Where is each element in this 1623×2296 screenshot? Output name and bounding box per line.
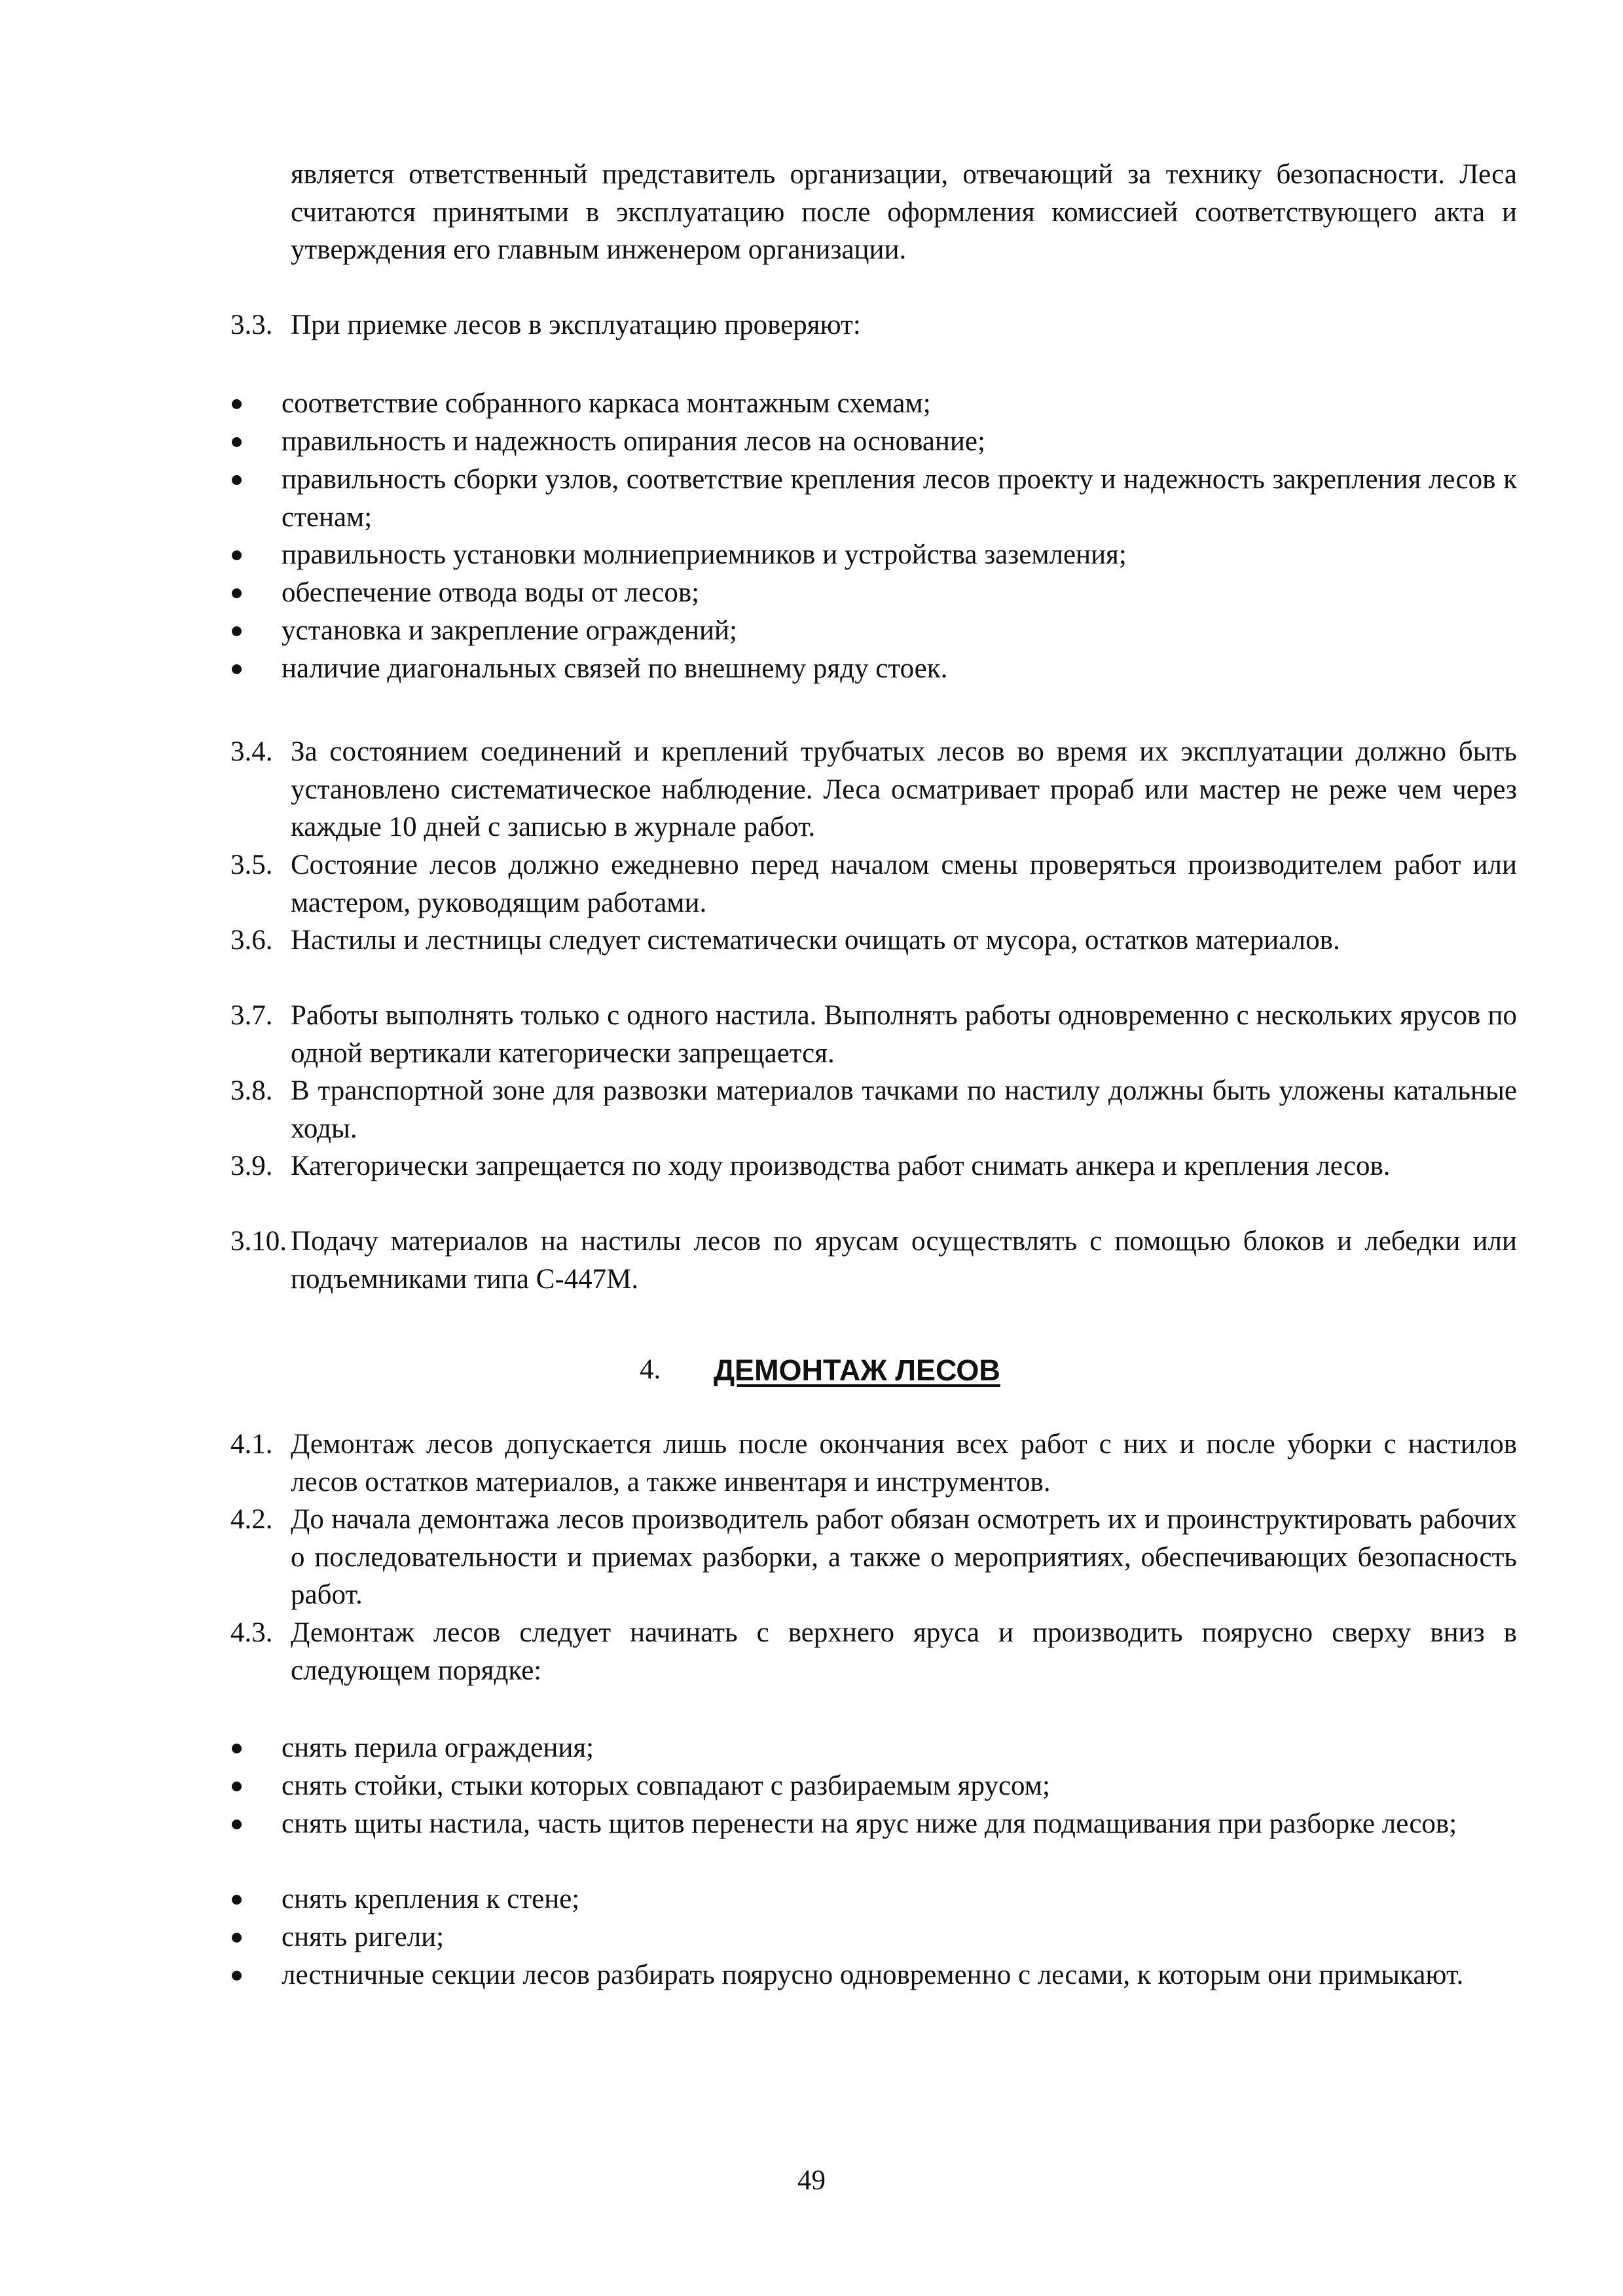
- clause-4-3: [230, 1614, 1517, 1689]
- clause-number: 3.7.: [230, 1000, 273, 1031]
- bullet-item: снять ригели;: [230, 1918, 1517, 1956]
- clause-3-6: [230, 922, 1517, 960]
- clause-number: 4.1.: [230, 1429, 273, 1460]
- section-title: ДЕМОНТАЖ ЛЕСОВ: [714, 1354, 1000, 1387]
- bullet-icon: [232, 588, 242, 598]
- clause-number: 3.4.: [230, 736, 273, 767]
- bullet-item: снять перила ограждения;: [230, 1729, 1517, 1767]
- bullet-icon: [232, 399, 242, 409]
- bullet-item: обеспечение отвода воды от лесов;: [230, 574, 1517, 612]
- bullet-icon: [232, 626, 242, 636]
- bullet-item: снять крепления к стене;: [230, 1880, 1517, 1918]
- clause-text: В транспортной зоне для развозки материалов тачками по настилу должны быть уложены катальные ходы.: [291, 1075, 1517, 1144]
- bullet-icon: [232, 1820, 242, 1829]
- clause-3-8: [230, 1072, 1517, 1147]
- bullet-icon: [232, 1971, 242, 1981]
- bullet-item: правильность сборки узлов, соответствие крепления лесов проекту и надежность закрепления лесов к стенам;: [230, 461, 1517, 536]
- bullet-item: соответствие собранного каркаса монтажным схемам;: [230, 385, 1517, 423]
- clause-text: Настилы и лестницы следует систематически очищать от мусора, остатков материалов.: [291, 925, 1340, 956]
- bullet-item: правильность установки молниеприемников и устройства заземления;: [230, 536, 1517, 574]
- clause-number: 3.3.: [230, 310, 273, 340]
- bullet-icon: [232, 664, 242, 674]
- clause-text: Подачу материалов на настилы лесов по ярусам осуществлять с помощью блоков и лебедки или подъемниками типа С-447М.: [291, 1226, 1517, 1295]
- clause-number: 3.8.: [230, 1075, 273, 1106]
- clause-3-5: [230, 846, 1517, 922]
- bullet-icon: [232, 437, 242, 447]
- bullet-icon: [232, 1933, 242, 1943]
- clause-3-4: [230, 733, 1517, 846]
- clause-text: Категорически запрещается по ходу производства работ снимать анкера и крепления лесов.: [291, 1151, 1391, 1181]
- clause-text: За состоянием соединений и креплений трубчатых лесов во время их эксплуатации должно быть установлено систематическое наблюдение. Леса осматривает прораб или мастер не реже чем через каждые 10 дней с записью в журнале работ.: [291, 736, 1517, 843]
- section-number: 4.: [640, 1354, 661, 1385]
- clause-text: Работы выполнять только с одного настила. Выполнять работы одновременно с нескольких ярусов по одной вертикали категорически запрещается.: [291, 1000, 1517, 1069]
- section-heading: [0, 1354, 1623, 1393]
- clause-text: До начала демонтажа лесов производитель работ обязан осмотреть их и проинструктировать рабочих о последовательности и приемах разборки, а также о мероприятиях, обеспечивающих безопасность работ.: [291, 1504, 1517, 1611]
- clause-3-3: [230, 306, 1517, 344]
- clause-number: 3.10.: [230, 1226, 287, 1257]
- clause-number: 4.3.: [230, 1617, 273, 1648]
- clause-4-2: [230, 1501, 1517, 1614]
- clause-number: 3.6.: [230, 925, 273, 956]
- bullet-icon: [232, 1782, 242, 1791]
- bullet-item: правильность и надежность опирания лесов на основание;: [230, 423, 1517, 461]
- clause-3-9: [230, 1147, 1517, 1185]
- clause-number: 4.2.: [230, 1504, 273, 1535]
- bullet-item: лестничные секции лесов разбирать поярусно одновременно с лесами, к которым они примыкают.: [230, 1956, 1517, 1994]
- bullet-item: снять стойки, стыки которых совпадают с разбираемым ярусом;: [230, 1767, 1517, 1805]
- bullet-item: наличие диагональных связей по внешнему ряду стоек.: [230, 650, 1517, 688]
- clause-text: Демонтаж лесов допускается лишь после окончания всех работ с них и после уборки с настилов лесов остатков материалов, а также инвентаря и инструментов.: [291, 1429, 1517, 1498]
- clause-text: При приемке лесов в эксплуатацию проверяют:: [291, 310, 861, 340]
- bullet-icon: [232, 1744, 242, 1753]
- bullet-item: установка и закрепление ограждений;: [230, 612, 1517, 650]
- bullet-icon: [232, 475, 242, 485]
- page-number: 49: [797, 2165, 826, 2196]
- bullet-icon: [232, 1895, 242, 1905]
- clause-number: 3.9.: [230, 1151, 273, 1181]
- clause-text: Состояние лесов должно ежедневно перед началом смены проверяться производителем работ или мастером, руководящим работами.: [291, 850, 1517, 918]
- continuation-paragraph: является ответственный представитель организации, отвечающий за технику безопасности. Леса считаются принятыми в эксплуатацию после оформления комиссией соответствующего акта и утверждения его главным инженером организации.: [291, 159, 1517, 266]
- clause-number: 3.5.: [230, 850, 273, 880]
- clause-text: Демонтаж лесов следует начинать с верхнего яруса и производить поярусно сверху вниз в следующем порядке:: [291, 1617, 1517, 1686]
- clause-4-1: [230, 1426, 1517, 1501]
- clause-3-7: [230, 997, 1517, 1072]
- clause-3-10: [230, 1223, 1517, 1298]
- bullet-item: снять щиты настила, часть щитов перенести на ярус ниже для подмащивания при разборке лесов;: [230, 1805, 1517, 1843]
- bullet-icon: [232, 550, 242, 560]
